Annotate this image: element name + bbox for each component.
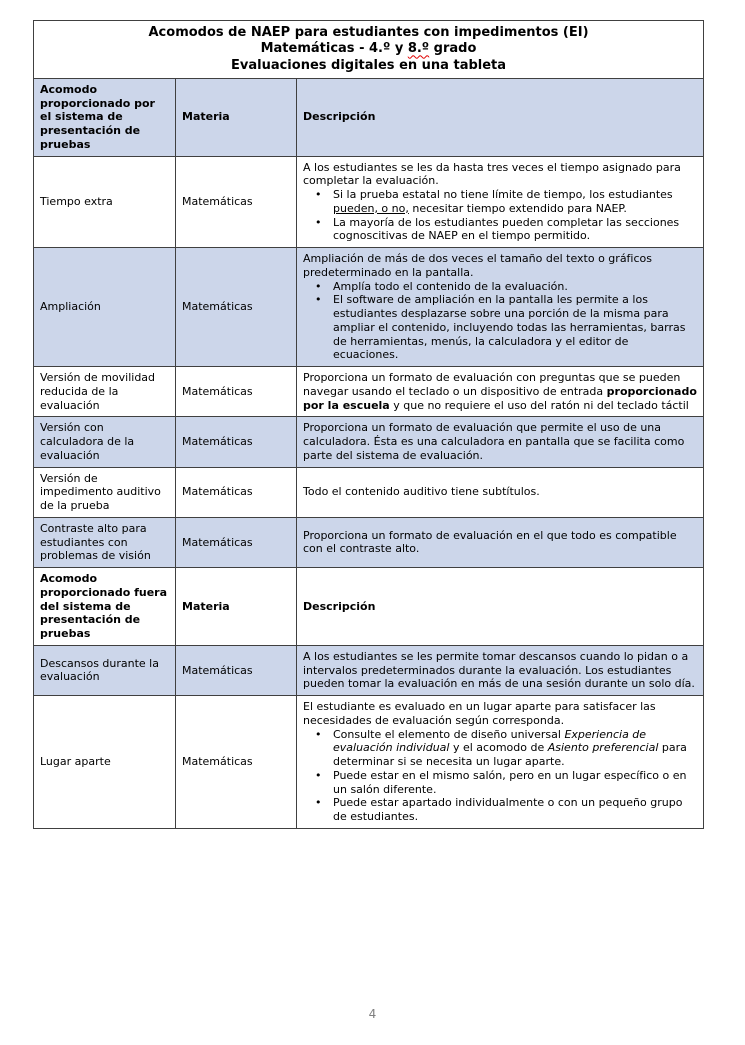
table-row — [34, 467, 704, 517]
document-title-line-1: Acomodos de NAEP para estudiantes con impedimentos (EI) — [148, 25, 589, 40]
document-table — [33, 20, 704, 829]
accommodation-name-cell: Versión de impedimento auditivo de la prueba — [34, 467, 176, 517]
text-segment: Puede estar apartado individualmente o con un pequeño grupo de estudiantes. — [333, 796, 683, 823]
subject-cell: Matemáticas — [176, 517, 297, 567]
text-segment: Consulte el elemento de diseño universal — [333, 727, 565, 741]
table-row — [34, 248, 704, 367]
accommodation-name-cell: Tiempo extra — [34, 156, 176, 248]
document-title-line-3: Evaluaciones digitales en una tableta — [230, 57, 507, 73]
title-section — [34, 21, 704, 79]
description-cell — [297, 645, 704, 695]
text-segment: Todo el contenido auditivo tiene subtítulos. — [303, 485, 540, 499]
bullet-text — [333, 769, 697, 797]
bullet-marker: • — [315, 727, 322, 741]
text-segment: El software de ampliación en la pantalla les permite a los estudiantes desplazarse sobre una porción de la misma para ampliar el contenido, incluyendo todas las herramientas, barras de herramientas, menús, la calculadora y el editor de ecuaciones. — [333, 293, 686, 362]
text-segment: 8.º — [407, 41, 430, 57]
text-segment: Si la prueba estatal no tiene límite de tiempo, los estudiantes — [333, 188, 673, 201]
table-row — [34, 417, 704, 467]
text-segment: Proporciona un formato de evaluación con preguntas que se pueden navegar usando el teclado o un dispositivo de entrada — [303, 371, 681, 398]
table-header-row — [34, 568, 704, 646]
accommodation-header-cell: Acomodo proporcionado fuera del sistema de presentación de pruebas — [34, 568, 176, 646]
description-cell — [297, 517, 704, 567]
subject-header-cell: Materia — [176, 568, 297, 646]
bullet-item — [303, 728, 697, 769]
description-paragraph — [303, 529, 697, 557]
text-segment: A los estudiantes se les permite tomar descansos cuando lo pidan o a intervalos predeterminados durante la evaluación. Los estudiantes pueden tomar la evaluación en más de una sesión durante un solo día. — [303, 649, 695, 691]
bullet-item — [303, 293, 697, 362]
text-segment: A los estudiantes se les da hasta tres veces el tiempo asignado para completar la evaluación. — [303, 160, 681, 188]
description-paragraph — [303, 161, 697, 189]
subject-cell: Matemáticas — [176, 417, 297, 467]
bullet-marker: • — [315, 188, 322, 201]
description-header-cell: Descripción — [297, 78, 704, 156]
accommodation-name-cell: Lugar aparte — [34, 696, 176, 829]
text-segment: para determinar si se necesita un lugar aparte. — [333, 741, 687, 768]
bullet-item — [303, 769, 697, 797]
description-paragraph — [303, 252, 697, 280]
subject-cell: Matemáticas — [176, 696, 297, 829]
table-row — [34, 156, 704, 248]
text-segment: Amplía todo el contenido de la evaluación. — [333, 279, 568, 293]
bullet-item — [303, 216, 697, 244]
text-segment: Puede estar en el mismo salón, pero en un lugar específico o en un salón diferente. — [333, 768, 687, 796]
subject-cell: Matemáticas — [176, 467, 297, 517]
text-segment: pueden, o no, — [333, 201, 409, 215]
bullet-text — [333, 216, 697, 244]
subject-header-cell: Materia — [176, 78, 297, 156]
text-segment: necesitar tiempo extendido para NAEP. — [408, 201, 627, 215]
bullet-marker: • — [315, 796, 322, 810]
table-row — [34, 645, 704, 695]
text-segment: Matemáticas - 4.º y — [260, 41, 408, 57]
bullet-text — [333, 280, 697, 294]
table-row — [34, 517, 704, 567]
description-paragraph — [303, 700, 697, 728]
bullet-marker: • — [315, 293, 322, 307]
description-cell — [297, 467, 704, 517]
subject-cell: Matemáticas — [176, 248, 297, 367]
bullet-item — [303, 280, 697, 294]
table-row — [34, 696, 704, 829]
accommodation-name-cell: Versión con calculadora de la evaluación — [34, 417, 176, 467]
text-segment: La mayoría de los estudiantes pueden completar las secciones cognoscitivas de NAEP en el tiempo permitido. — [333, 215, 680, 243]
text-segment: y que no requiere el uso del ratón ni del teclado táctil — [389, 398, 689, 412]
accommodation-name-cell: Ampliación — [34, 248, 176, 367]
subject-cell: Matemáticas — [176, 645, 297, 695]
bullet-marker: • — [315, 215, 322, 229]
description-paragraph — [303, 485, 697, 499]
bullet-text — [333, 188, 697, 216]
description-header-cell: Descripción — [297, 568, 704, 646]
description-paragraph — [303, 421, 697, 462]
text-segment: grado — [429, 41, 477, 57]
table-header-row — [34, 78, 704, 156]
accommodations-table-body — [34, 78, 704, 828]
text-segment: Proporciona un formato de evaluación que permite el uso de una calculadora. Ésta es una calculadora en pantalla que se facilita como parte del sistema de evaluación. — [303, 421, 685, 462]
bullet-marker: • — [315, 279, 322, 293]
description-cell — [297, 696, 704, 829]
bullet-marker: • — [315, 768, 322, 782]
text-segment: Asiento preferencial — [547, 741, 659, 755]
page-number: 4 — [368, 1007, 377, 1021]
description-cell — [297, 248, 704, 367]
description-cell — [297, 367, 704, 417]
document-title-line-2 — [40, 41, 697, 57]
bullet-text — [333, 796, 697, 824]
bullet-text — [333, 728, 697, 769]
accommodation-header-cell: Acomodo proporcionado por el sistema de presentación de pruebas — [34, 78, 176, 156]
accommodation-name-cell: Contraste alto para estudiantes con problemas de visión — [34, 517, 176, 567]
text-segment: El estudiante es evaluado en un lugar aparte para satisfacer las necesidades de evaluación según corresponda. — [303, 700, 656, 727]
document-title — [34, 21, 704, 79]
text-segment: Proporciona un formato de evaluación en el que todo es compatible con el contraste alto. — [303, 528, 677, 556]
text-segment: Experiencia de evaluación individual — [333, 727, 647, 755]
description-cell — [297, 156, 704, 248]
bullet-item — [303, 796, 697, 824]
subject-cell: Matemáticas — [176, 156, 297, 248]
description-paragraph — [303, 650, 697, 691]
text-segment: y el acomodo de — [449, 741, 548, 755]
accommodation-name-cell: Versión de movilidad reducida de la evaluación — [34, 367, 176, 417]
description-cell — [297, 417, 704, 467]
subject-cell: Matemáticas — [176, 367, 297, 417]
text-segment: proporcionado por la escuela — [303, 384, 697, 412]
text-segment: Ampliación de más de dos veces el tamaño del texto o gráficos predeterminado en la pantalla. — [303, 252, 652, 279]
bullet-text — [333, 293, 697, 362]
title-row — [34, 21, 704, 79]
bullet-item — [303, 188, 697, 216]
table-row — [34, 367, 704, 417]
accommodation-name-cell: Descansos durante la evaluación — [34, 645, 176, 695]
description-paragraph — [303, 371, 697, 412]
